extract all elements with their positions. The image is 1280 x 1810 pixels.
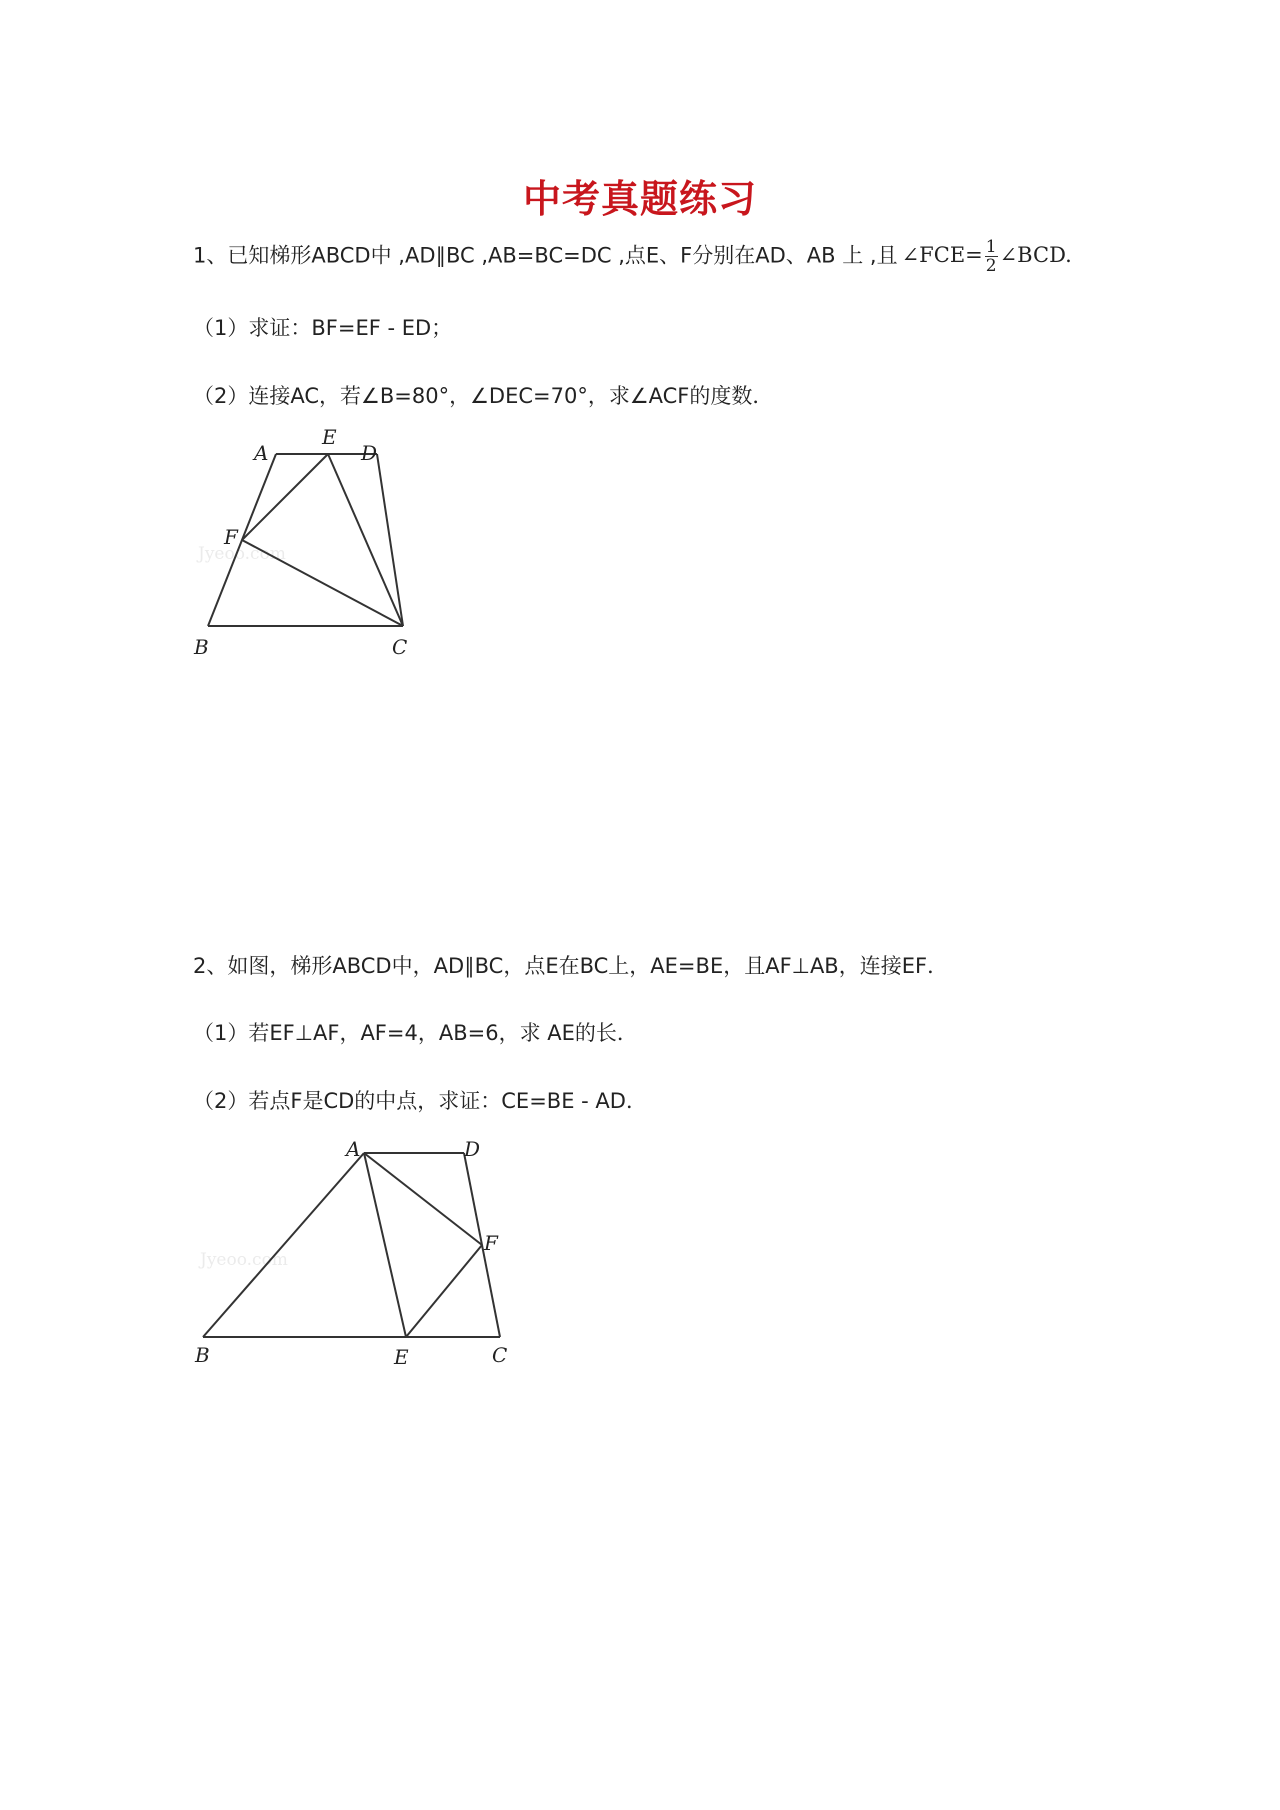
label-b: B <box>194 635 209 659</box>
label-f: F <box>224 525 238 549</box>
problem2-stem: 2、如图，梯形ABCD中，AD∥BC，点E在BC上，AE=BE，且AF⊥AB，连接EF． <box>193 954 949 978</box>
problem1-part1: （1）求证：BF=EF - ED； <box>193 316 453 340</box>
label-d: D <box>361 441 378 465</box>
label-c: C <box>492 1343 508 1367</box>
label-e: E <box>322 425 337 449</box>
label-b: B <box>195 1343 210 1367</box>
formula-numerator: 1 <box>985 237 997 257</box>
segment-ab <box>203 1153 364 1337</box>
problem1-stem-text: 1、已知梯形ABCD中 ,AD∥BC ,AB=BC=DC ,点E、F分别在AD、AB 上 ,且 <box>193 243 898 268</box>
problem1-part2: （2）连接AC，若∠B=80°，∠DEC=70°，求∠ACF的度数． <box>193 384 774 408</box>
label-c: C <box>392 635 408 659</box>
label-a: A <box>346 1137 361 1161</box>
label-d: D <box>464 1137 481 1161</box>
formula-right: ∠BCD <box>999 243 1066 267</box>
label-f: F <box>484 1231 498 1255</box>
label-e: E <box>394 1345 409 1369</box>
page-title: 中考真题练习 <box>522 177 757 221</box>
figure2-watermark: Jyeoo.com <box>200 1250 288 1270</box>
label-a: A <box>254 441 269 465</box>
segment-ef <box>406 1245 482 1337</box>
problem2-part1: （1）若EF⊥AF，AF=4，AB=6，求 AE的长． <box>193 1021 638 1045</box>
figure1-watermark: Jyeoo.com <box>198 544 286 564</box>
formula-end: . <box>1065 243 1072 267</box>
formula-denominator: 2 <box>985 256 997 276</box>
problem2-part2: （2）若点F是CD的中点，求证：CE=BE - AD． <box>193 1089 647 1113</box>
formula-left: ∠FCE= <box>901 243 983 267</box>
